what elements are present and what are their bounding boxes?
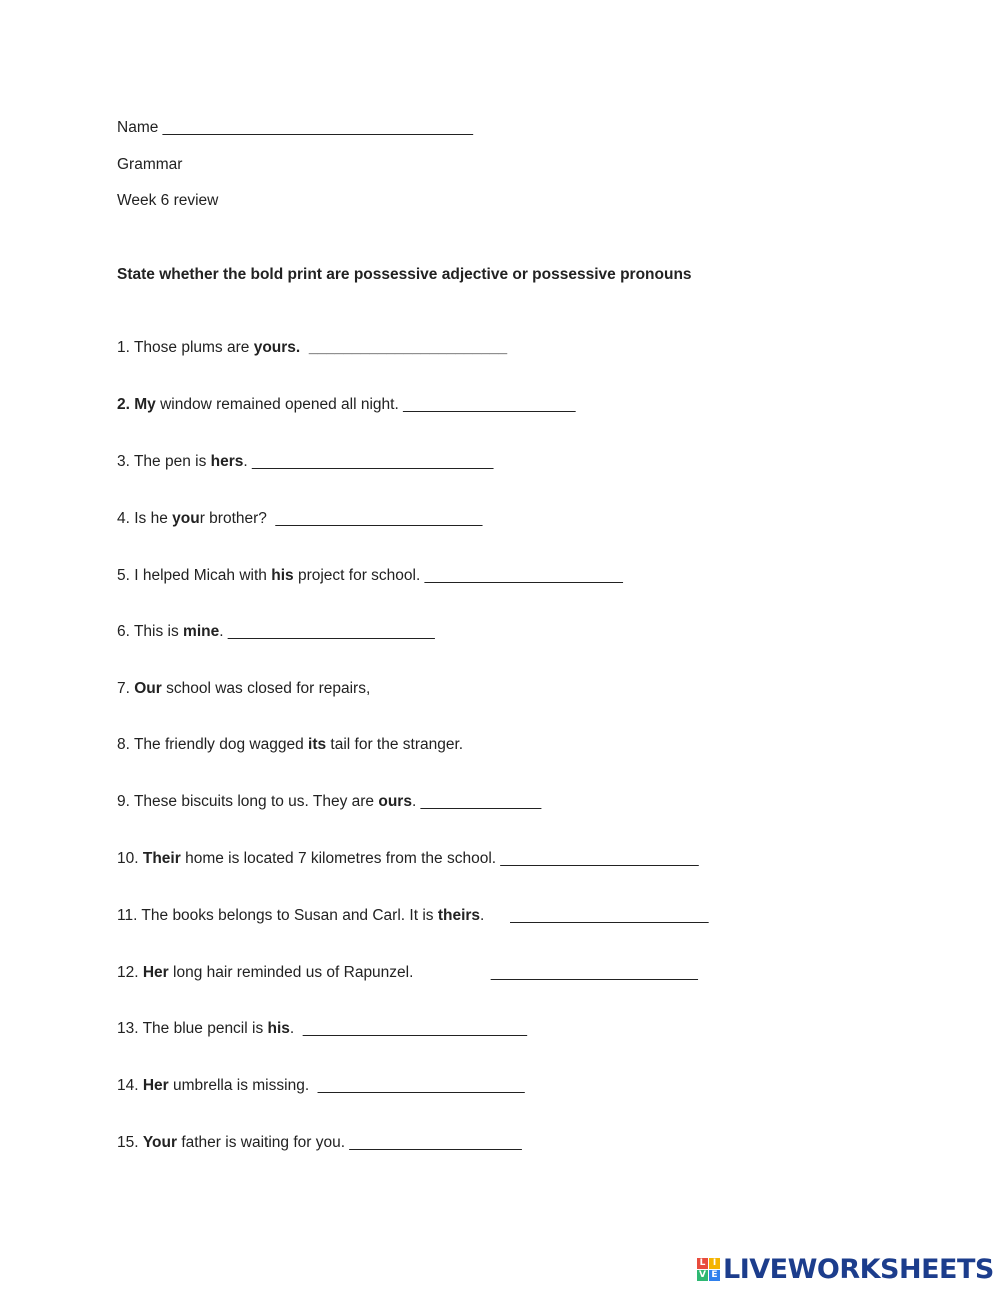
logo-wordmark: LIVEWORKSHEETS xyxy=(723,1253,994,1285)
question-7: 7. Our school was closed for repairs, xyxy=(117,680,371,697)
bold-word: Your xyxy=(142,1134,178,1151)
bold-word: ours xyxy=(378,793,412,810)
question-10: 10. Their home is located 7 kilometres from the school. _______________________ xyxy=(117,850,699,867)
question-3: 3. The pen is hers. ____________________________ xyxy=(117,453,494,470)
logo-block-v: V xyxy=(697,1270,708,1281)
instruction-text: State whether the bold print are possessive adjective or possessive pronouns xyxy=(117,266,692,283)
bold-word: you xyxy=(172,510,200,527)
question-11: 11. The books belongs to Susan and Carl. It is theirs. _______________________ xyxy=(117,907,709,924)
bold-word: My xyxy=(134,396,156,413)
bold-word: Their xyxy=(142,850,181,867)
question-9: 9. These biscuits long to us. They are ours. ______________ xyxy=(117,793,542,810)
bold-word: mine xyxy=(183,623,220,640)
question-15: 15. Your father is waiting for you. ____________________ xyxy=(117,1134,522,1151)
bold-word: theirs xyxy=(437,907,481,924)
answer-blank[interactable]: _______________________ xyxy=(308,339,508,356)
bold-word: Her xyxy=(142,1077,169,1094)
bold-word: Our xyxy=(134,680,162,697)
question-13: 13. The blue pencil is his. __________________________ xyxy=(117,1020,527,1037)
logo-live-blocks xyxy=(697,1258,720,1281)
question-14: 14. Her umbrella is missing. ________________________ xyxy=(117,1077,525,1094)
bold-word: his xyxy=(271,567,294,584)
bold-word: hers xyxy=(210,453,244,470)
bold-word: Her xyxy=(142,964,169,981)
question-2: 2. My window remained opened all night. ____________________ xyxy=(117,396,576,413)
bold-word: its xyxy=(308,736,327,753)
subject-label: Grammar xyxy=(117,156,183,173)
name-field-line: Name ____________________________________ xyxy=(117,119,473,136)
logo-block-i: I xyxy=(709,1258,720,1269)
question-8: 8. The friendly dog wagged its tail for the stranger. xyxy=(117,736,464,753)
question-12: 12. Her long hair reminded us of Rapunzel. ________________________ xyxy=(117,964,698,981)
bold-word: yours. xyxy=(253,339,301,356)
question-4: 4. Is he your brother? ________________________ xyxy=(117,510,483,527)
question-6: 6. This is mine. ________________________ xyxy=(117,623,435,640)
logo-block-l: L xyxy=(697,1258,708,1269)
question-5: 5. I helped Micah with his project for school. _______________________ xyxy=(117,567,623,584)
liveworksheets-logo xyxy=(697,1254,994,1284)
week-label: Week 6 review xyxy=(117,192,219,209)
logo-block-e: E xyxy=(709,1270,720,1281)
bold-word: his xyxy=(267,1020,290,1037)
question-1: 1. Those plums are yours. _______________________ xyxy=(117,339,508,356)
